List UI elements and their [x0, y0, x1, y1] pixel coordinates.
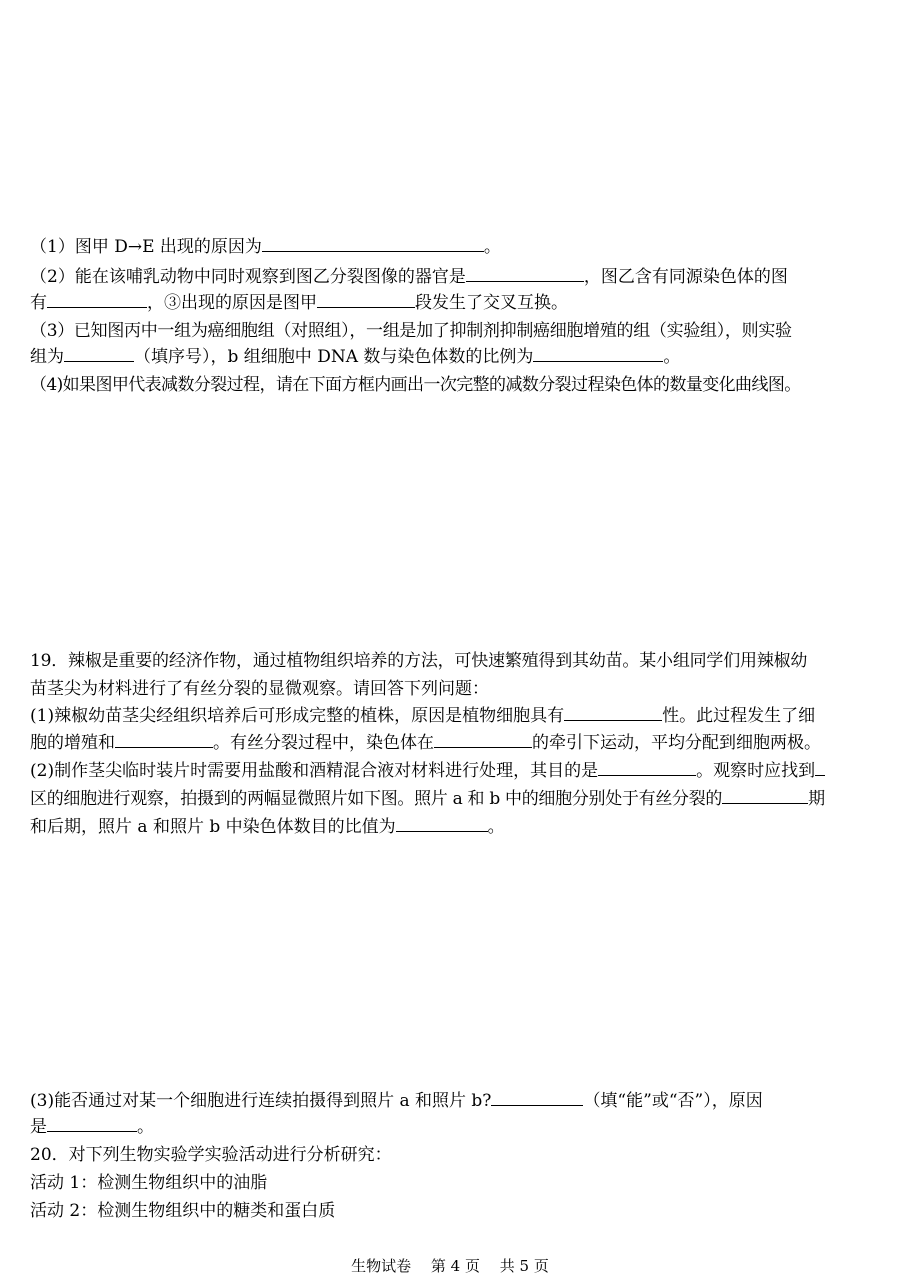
q20-activity-1: 活动 1：检测生物组织中的油脂: [30, 1173, 268, 1193]
q19-intro: 19．辣椒是重要的经济作物，通过植物组织培养的方法，可快速繁殖得到其幼苗。某小组同学们用辣椒幼: [30, 651, 808, 671]
q19-part1-cont: 胞的增殖和 。有丝分裂过程中，染色体在 的牵引下运动，平均分配到细胞两极。: [30, 730, 821, 756]
answer-blank[interactable]: [466, 264, 584, 282]
q18-part4: （4)如果图甲代表减数分裂过程，请在下面方框内画出一次完整的减数分裂过程染色体的数量变化曲线图。: [30, 375, 801, 395]
q19-part2: (2)制作茎尖临时装片时需要用盐酸和酒精混合液对材料进行处理，其目的是 。观察时应找到: [30, 758, 825, 784]
q20-activity-2: 活动 2：检测生物组织中的糖类和蛋白质: [30, 1201, 336, 1221]
answer-blank[interactable]: [564, 703, 662, 721]
answer-blank[interactable]: [815, 758, 825, 776]
q19-part2-cont2: 和后期，照片 a 和照片 b 中染色体数目的比值为 。: [30, 814, 505, 840]
answer-blank[interactable]: [722, 786, 808, 804]
answer-blank[interactable]: [491, 1088, 583, 1106]
q19-part1: (1)辣椒幼苗茎尖经组织培养后可形成完整的植株，原因是植物细胞具有 性。此过程发生了细: [30, 703, 815, 729]
answer-blank[interactable]: [115, 730, 213, 748]
q19-part3-cont: 是 。: [30, 1114, 154, 1140]
answer-blank[interactable]: [47, 290, 147, 308]
answer-blank[interactable]: [317, 290, 415, 308]
q18-part2: （2）能在该哺乳动物中同时观察到图乙分裂图像的器官是 ，图乙含有同源染色体的图: [30, 264, 788, 290]
q18-part3: （3）已知图丙中一组为癌细胞组（对照组），一组是加了抑制剂抑制癌细胞增殖的组（实验组），则实验: [30, 321, 792, 341]
answer-blank[interactable]: [64, 344, 134, 362]
page-footer: 生物试卷 第 4 页 共 5 页: [351, 1257, 549, 1275]
q19-intro-cont: 苗茎尖为材料进行了有丝分裂的显微观察。请回答下列问题：: [30, 679, 489, 699]
q18-part2-cont: 有 ，③出现的原因是图甲 段发生了交叉互换。: [30, 290, 568, 316]
answer-blank[interactable]: [47, 1114, 137, 1132]
q19-part3: (3)能否通过对某一个细胞进行连续拍摄得到照片 a 和照片 b? （填“能”或“否”），原因: [30, 1088, 763, 1114]
answer-blank[interactable]: [396, 814, 488, 832]
q18-part3-cont: 组为 （填序号），b 组细胞中 DNA 数与染色体数的比例为 。: [30, 344, 680, 370]
answer-blank[interactable]: [434, 730, 532, 748]
answer-blank[interactable]: [598, 758, 696, 776]
q19-part2-cont: 区的细胞进行观察，拍摄到的两幅显微照片如下图。照片 a 和 b 中的细胞分别处于有丝分裂的 期: [30, 786, 825, 812]
answer-blank[interactable]: [533, 344, 663, 362]
q18-part1: （1）图甲 D→E 出现的原因为 。: [30, 234, 501, 260]
q20-intro: 20．对下列生物实验学实验活动进行分析研究：: [30, 1145, 392, 1165]
answer-blank[interactable]: [262, 234, 484, 252]
